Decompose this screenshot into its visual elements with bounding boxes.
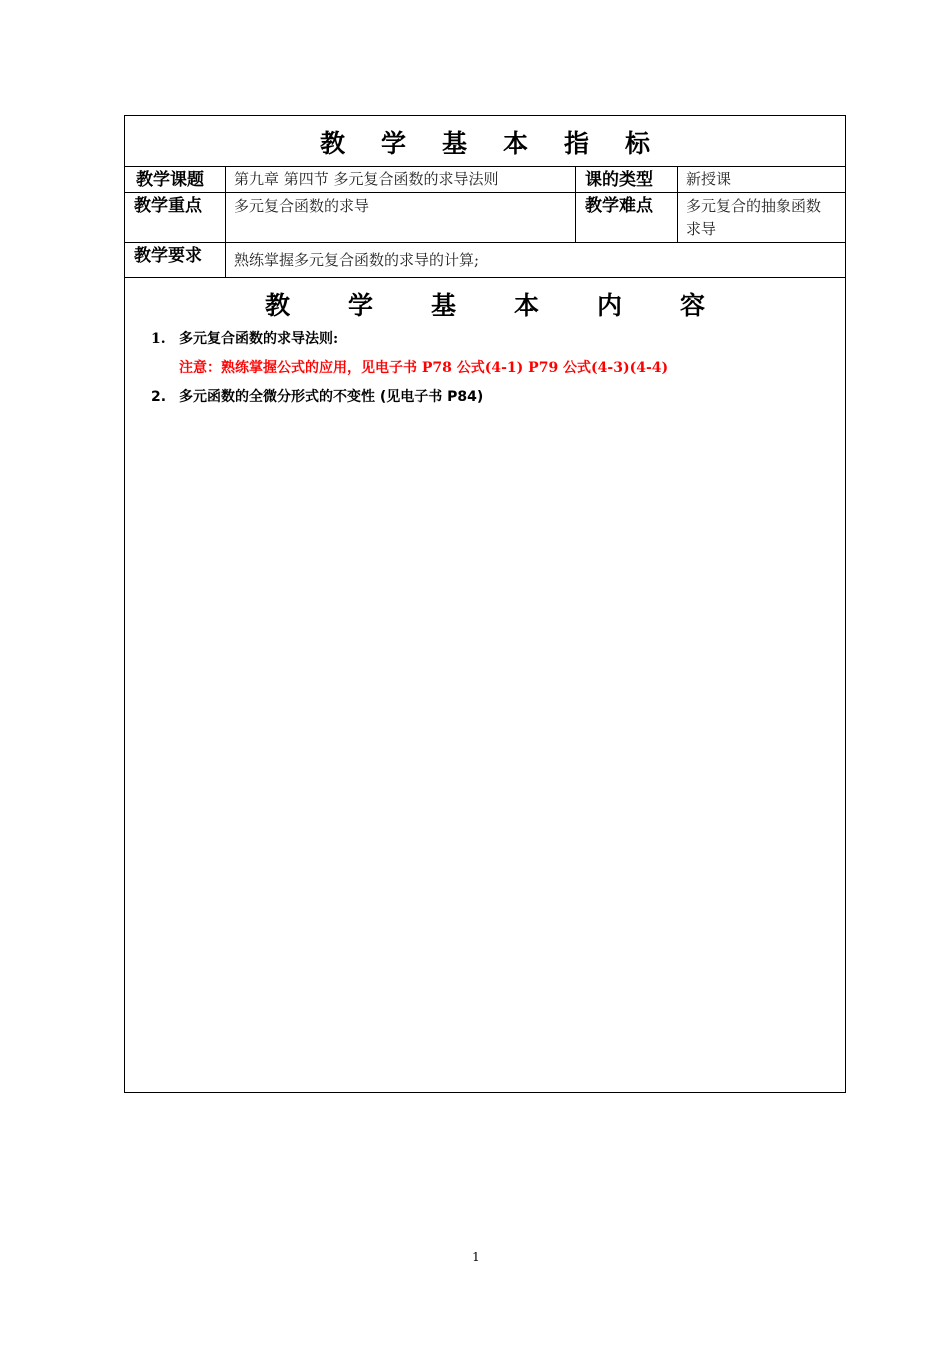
- table-title: [125, 124, 845, 164]
- content-title-char: 容: [680, 291, 706, 320]
- lesson-plan-table: [124, 115, 846, 1093]
- key-point-label: 教学重点: [134, 196, 202, 216]
- key-point-value: 多元复合函数的求导: [234, 197, 370, 215]
- table-title-char: 基: [441, 129, 467, 158]
- type-label: 课的类型: [585, 170, 653, 190]
- table-title-char: 学: [380, 129, 406, 158]
- table-title-char: 标: [625, 129, 651, 158]
- difficulty-value-line1: 多元复合的抽象函数: [686, 197, 822, 215]
- topic-label: 教学课题: [136, 170, 204, 190]
- topic-value: 第九章 第四节 多元复合函数的求导法则: [234, 170, 499, 188]
- requirement-value: 熟练掌握多元复合函数的求导的计算;: [234, 251, 480, 269]
- content-title: [125, 286, 845, 326]
- note-text: 注意：熟练掌握公式的应用，见电子书 P78 公式(4-1) P79 公式(4-3)(4-4): [179, 360, 669, 376]
- divider: [677, 166, 678, 242]
- type-value: 新授课: [686, 170, 732, 188]
- list-item-number: 1.: [151, 331, 166, 347]
- difficulty-label: 教学难点: [585, 196, 653, 216]
- divider: [125, 192, 845, 193]
- table-title-char: 本: [503, 129, 529, 158]
- divider: [125, 277, 845, 278]
- table-title-char: 指: [564, 129, 590, 158]
- list-item: [151, 329, 338, 349]
- requirement-label: 教学要求: [134, 246, 202, 266]
- difficulty-value-line2: 求导: [686, 220, 717, 238]
- divider: [575, 166, 576, 242]
- page-number: 1: [472, 1250, 480, 1264]
- divider: [125, 166, 845, 167]
- list-item-text: 多元函数的全微分形式的不变性 (见电子书 P84): [179, 389, 484, 405]
- content-title-char: 教: [264, 291, 290, 320]
- table-title-char: 教: [319, 129, 345, 158]
- list-item-number: 2.: [151, 389, 167, 405]
- content-title-char: 本: [514, 291, 540, 320]
- list-item: [151, 387, 483, 407]
- divider: [125, 242, 845, 243]
- divider: [225, 166, 226, 277]
- content-title-char: 基: [430, 291, 456, 320]
- content-title-char: 内: [597, 291, 623, 320]
- content-title-char: 学: [347, 291, 373, 320]
- list-item-text: 多元复合函数的求导法则:: [179, 331, 339, 347]
